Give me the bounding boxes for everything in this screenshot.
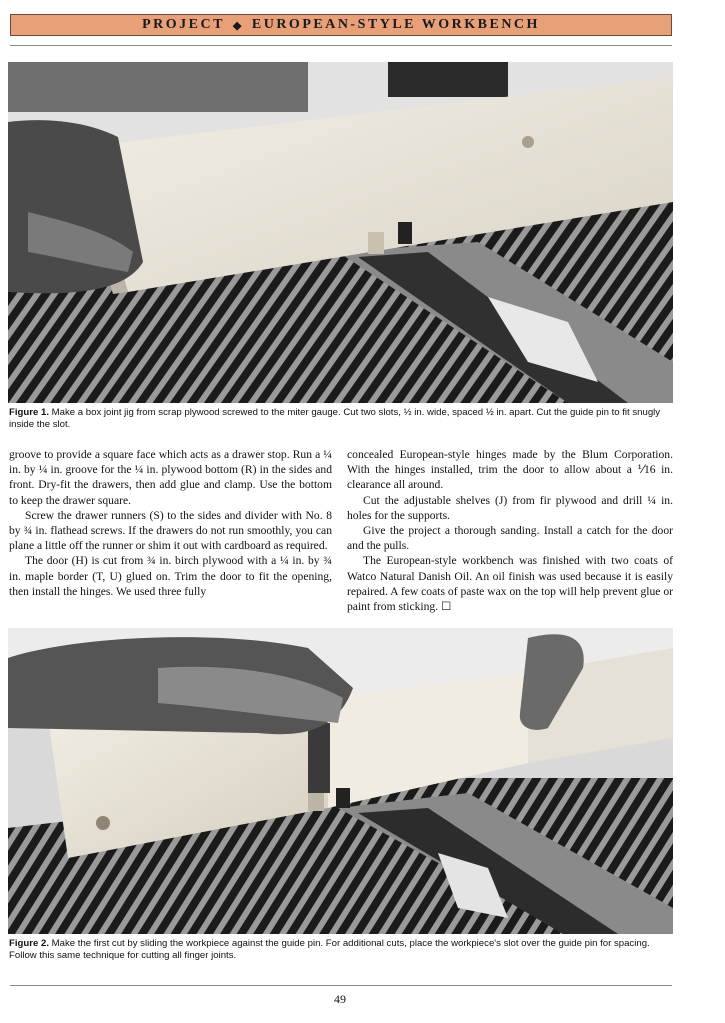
figure-2-photo bbox=[8, 628, 673, 934]
header-title: EUROPEAN-STYLE WORKBENCH bbox=[251, 17, 540, 32]
body-column-right bbox=[347, 447, 673, 614]
diamond-icon: ◆ bbox=[232, 19, 244, 32]
body-column-left bbox=[9, 447, 332, 599]
figure-1-caption bbox=[9, 407, 671, 431]
footer-rule bbox=[10, 985, 672, 986]
paragraph: Screw the drawer runners (S) to the sides and divider with No. 8 by ¾ in. flathead screws. If the drawers do not run smoothly, you can plane a little off the runner or shim it out with cardboard as required. bbox=[9, 508, 332, 553]
paragraph: The door (H) is cut from ¾ in. birch plywood with a ¼ in. by ¾ in. maple border (T, U) glued on. Trim the door to fit the opening, then install the hinges. We used three fully bbox=[9, 554, 332, 598]
figure-1-label: Figure 1. bbox=[9, 407, 49, 418]
header-rule bbox=[10, 45, 672, 46]
header-project: PROJECT bbox=[142, 17, 225, 32]
paragraph: concealed European-style hinges made by the Blum Corporation. With the hinges installed, trim the door to allow about a ⅟16 in. clearance all around. bbox=[347, 448, 673, 492]
figure-1-caption-text: Make a box joint jig from scrap plywood screwed to the miter gauge. Cut two slots, ½ in. wide, spaced ½ in. apart. Cut the guide pin to fit snugly inside the slot. bbox=[9, 407, 661, 430]
figure-2-label: Figure 2. bbox=[9, 938, 49, 949]
figure-1-photo bbox=[8, 62, 673, 403]
paragraph: groove to provide a square face which acts as a drawer stop. Run a ¼ in. by ¼ in. groove for the ¼ in. plywood bottom (R) in the sides and front. Dry-fit the drawers, then add glue and clamp. Use the bottom to keep the drawer square. bbox=[9, 448, 332, 507]
paragraph: Give the project a thorough sanding. Install a catch for the door and the pulls. bbox=[347, 524, 673, 553]
running-header bbox=[10, 14, 672, 36]
paragraph: The European-style workbench was finished with two coats of Watco Natural Danish Oil. An oil finish was used because it is easily repaired. A few coats of paste wax on the top will help prevent glue or paint from sticking. ☐ bbox=[347, 554, 673, 614]
figure-2-caption-text: Make the first cut by sliding the workpiece against the guide pin. For additional cuts, place the workpiece's slot over the guide pin for spacing. Follow this same technique for cutting all finger joints. bbox=[9, 938, 650, 961]
page-number: 49 bbox=[334, 992, 346, 1006]
figure-2-caption bbox=[9, 938, 671, 962]
paragraph: Cut the adjustable shelves (J) from fir plywood and drill ¼ in. holes for the supports. bbox=[347, 493, 673, 522]
